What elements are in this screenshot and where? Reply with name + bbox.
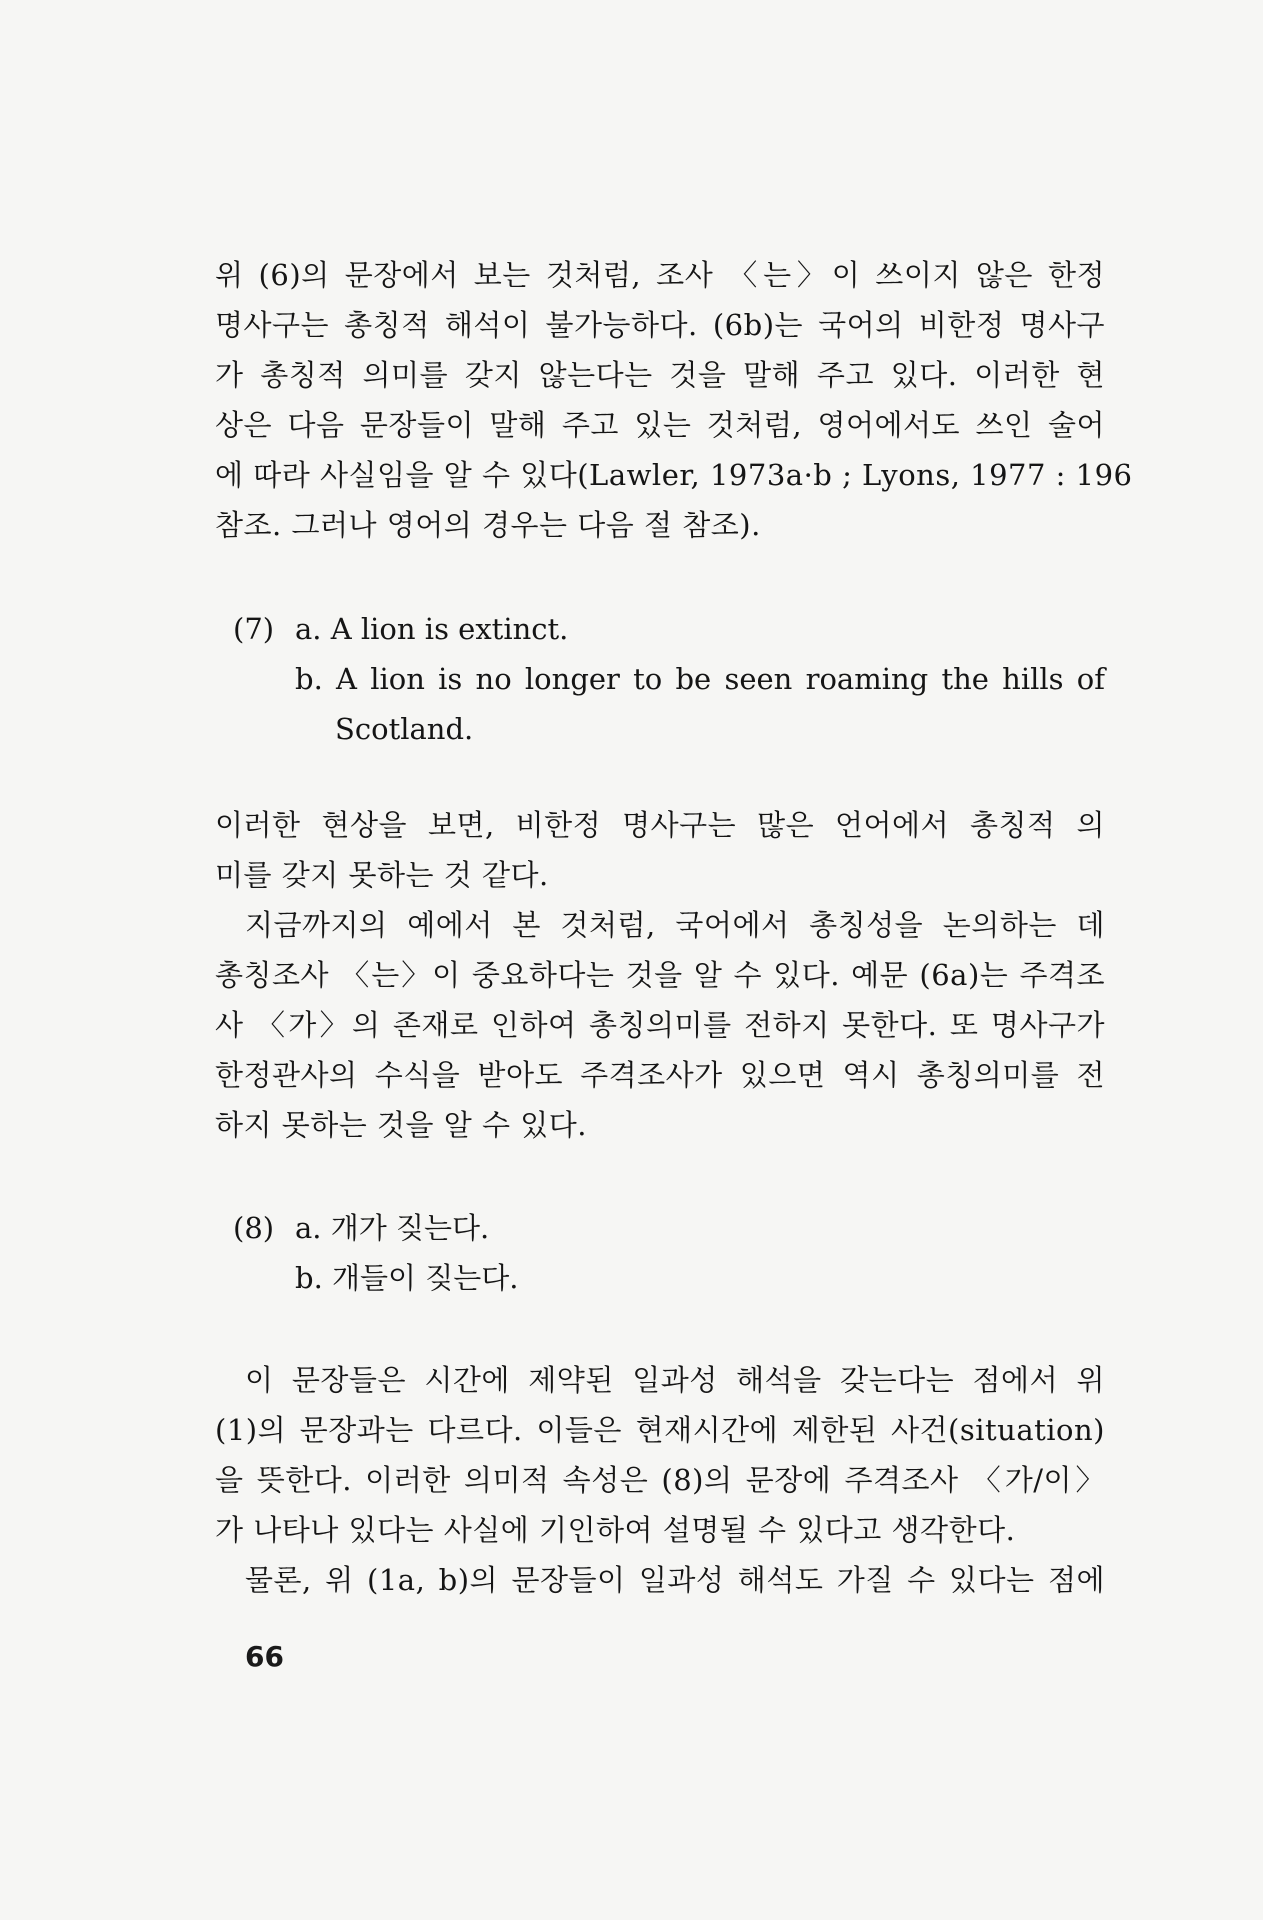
example-8: [0, 1203, 1263, 1303]
example-item-b: b. 개들이 짖는다.: [295, 1261, 519, 1295]
example-number: (7): [233, 612, 275, 646]
paragraph-1: [215, 250, 1133, 550]
text-line: 을 뜻한다. 이러한 의미적 속성은 (8)의 문장에 주격조사 〈가/이〉: [215, 1463, 1105, 1497]
text-line: 총칭조사 〈는〉이 중요하다는 것을 알 수 있다. 예문 (6a)는 주격조: [215, 958, 1105, 992]
paragraph-2: [215, 800, 1105, 900]
text-line: 이 문장들은 시간에 제약된 일과성 해석을 갖는다는 점에서 위: [245, 1363, 1105, 1397]
text-line: 상은 다음 문장들이 말해 주고 있는 것처럼, 영어에서도 쓰인 술어: [215, 408, 1105, 442]
example-number: (8): [233, 1211, 275, 1245]
example-item-b-continuation: Scotland.: [335, 712, 474, 746]
paragraph-3: [215, 900, 1105, 1150]
page-number: 66: [245, 1640, 284, 1673]
example-7: [0, 604, 1263, 754]
example-item-a: a. 개가 짖는다.: [295, 1211, 490, 1245]
text-line: 하지 못하는 것을 알 수 있다.: [215, 1108, 587, 1142]
text-line: 가 나타나 있다는 사실에 기인하여 설명될 수 있다고 생각한다.: [215, 1513, 1016, 1547]
text-line: 이러한 현상을 보면, 비한정 명사구는 많은 언어에서 총칭적 의: [215, 808, 1105, 842]
text-line: 가 총칭적 의미를 갖지 않는다는 것을 말해 주고 있다. 이러한 현: [215, 358, 1105, 392]
text-line: 명사구는 총칭적 해석이 불가능하다. (6b)는 국어의 비한정 명사구: [215, 308, 1105, 342]
paragraph-4: [215, 1355, 1105, 1555]
example-item-a: a. A lion is extinct.: [295, 612, 569, 646]
text-line: 에 따라 사실임을 알 수 있다(Lawler, 1973a·b ; Lyons, 1977 : 196: [215, 458, 1133, 492]
paragraph-5: [215, 1555, 1105, 1605]
text-line: 미를 갖지 못하는 것 같다.: [215, 858, 549, 892]
text-line: (1)의 문장과는 다르다. 이들은 현재시간에 제한된 사건(situation): [215, 1413, 1105, 1447]
text-line: 지금까지의 예에서 본 것처럼, 국어에서 총칭성을 논의하는 데: [245, 908, 1105, 942]
example-item-b: b. A lion is no longer to be seen roaming the hills of: [295, 662, 1105, 696]
text-line: 사 〈가〉의 존재로 인하여 총칭의미를 전하지 못한다. 또 명사구가: [215, 1008, 1105, 1042]
text-line: 한정관사의 수식을 받아도 주격조사가 있으면 역시 총칭의미를 전: [215, 1058, 1105, 1092]
text-line: 참조. 그러나 영어의 경우는 다음 절 참조).: [215, 508, 761, 542]
text-line: 물론, 위 (1a, b)의 문장들이 일과성 해석도 가질 수 있다는 점에: [245, 1563, 1105, 1597]
text-line: 위 (6)의 문장에서 보는 것처럼, 조사 〈는〉이 쓰이지 않은 한정: [215, 258, 1105, 292]
